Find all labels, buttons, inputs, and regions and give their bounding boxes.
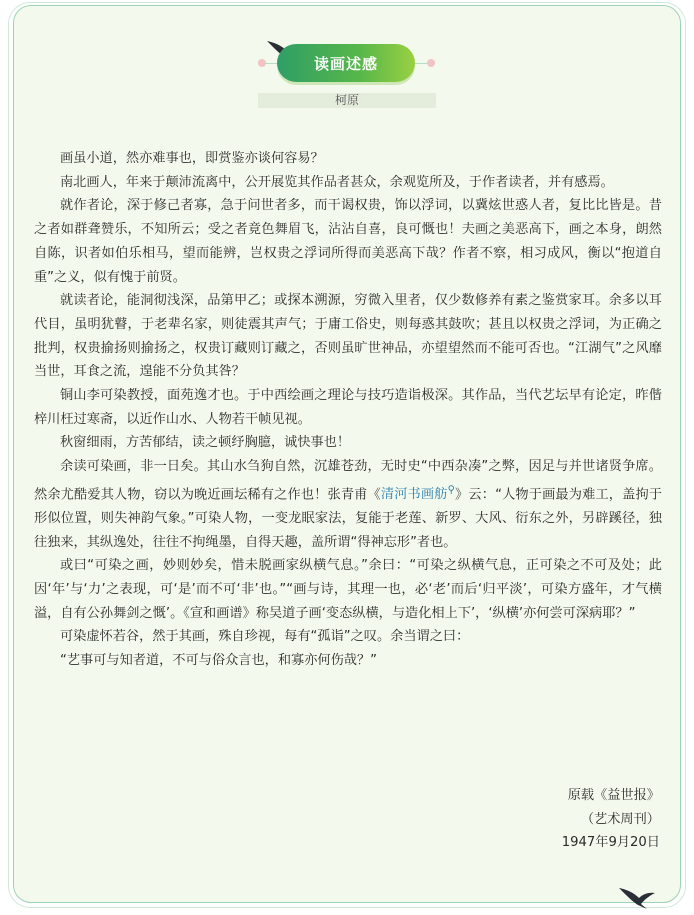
source-publication: 原载《益世报》 <box>567 788 660 803</box>
source-footer <box>562 784 660 855</box>
article-body <box>34 147 662 673</box>
paragraph: 铜山李可染教授，面苑逸才也。于中西绘画之理论与技巧造诣极深。其作品，当代艺坛早有论定，昨偕梓川枉过寒斋，以近作山水、人物若干帧见视。 <box>34 388 662 427</box>
paragraph: 画虽小道，然亦难事也，即赏鉴亦谈何容易？ <box>60 151 324 166</box>
paragraph: 可染虚怀若谷，然于其画，殊自珍视，每有“孤诣”之叹。余当谓之曰： <box>60 629 470 645</box>
source-date: 1947年9月20日 <box>561 835 660 851</box>
search-icon[interactable]: ⚲ <box>447 484 455 496</box>
decor-dot-right <box>427 59 435 67</box>
source-section: （艺术周刊） <box>580 811 660 827</box>
paragraph: 或曰“可染之画，妙则妙矣，惜未脱画家纵横气息。”余曰：“可染之纵横气息，正可染之不可及处；此因‘年’与‘力’之表现，可‘是’而不可‘非’也。”“画与诗，其理一也，必‘老’而后‘归平淡’，可染方盛年，才气横溢，自有公孙舞剑之慨’。《宣和画谱》称吴道子画‘变态纵横，与造化相上下’，‘纵横’亦何尝可深病耶？” <box>34 558 662 621</box>
paragraph: 秋窗细雨，方苦郁结，读之顿纾胸臆，诚快事也！ <box>60 435 351 451</box>
author-name: 柯原 <box>334 93 359 107</box>
swallow-icon <box>617 884 657 910</box>
paragraph: “艺事可与知者道，不可与俗众言也，和寡亦何伤哉？” <box>60 653 377 669</box>
paragraph-with-link: 余读可染画，非一日矣。其山水刍狗自然，沉雄苍劲，无时史“中西杂凑”之弊，因足与并世诸贤争席。然余尤酷爱其人物，窃以为晚近画坛稀有之作也！张青甫《清河书画舫⚲》云：“人物于画最为难工，盖拘于形似位置，则失神韵气象。”可染人物，一变龙眠家法，复能于老莲、新罗、大风、衍东之外，另辟蹊径，独往独来，其纵逸处，往往不拘绳墨，自得天趣，盖所谓“得神忘形”者也。 <box>34 459 663 550</box>
page-title: 读画述感 <box>277 44 415 82</box>
paragraph: 就作者论，深于修己者寡，急于问世者多，而干谒权贵，饰以浮词，以冀炫世惑人者，复比比皆是。昔之者如群聋赞乐，不知所云；受之者竟色舞眉飞，沾沾自喜，良可慨也！夫画之美恶高下，画之本身，朗然自陈，识者如伯乐相马，望而能辨，岂权贵之浮词所得而美恶高下哉？作者不察，相习成风，衡以“抱道自重”之义，似有愧于前贤。 <box>34 198 662 285</box>
paragraph: 南北画人，年来于颠沛流离中，公开展览其作品者甚众，余观览所及，于作者读者，并有感焉。 <box>60 174 614 190</box>
paragraph: 就读者论，能洞彻浅深，品第甲乙；或探本溯源，穷微入里者，仅少数修养有素之鉴赏家耳。余多以耳代目，虽明犹瞽，于老辈名家，则徒震其声气；于庸工俗史，则每惑其鼓吹；甚且以权贵之浮词，为正确之批判，权贵揄扬则揄扬之，权贵订藏则订藏之，否则虽旷世神品，亦望望然而不能可否也。“江湖气”之风靡当世，耳食之流，遑能不分负其咎？ <box>34 293 662 380</box>
title-banner <box>0 40 694 88</box>
book-link[interactable]: 清河书画舫⚲ <box>380 484 455 503</box>
decor-dot-left <box>258 59 266 67</box>
